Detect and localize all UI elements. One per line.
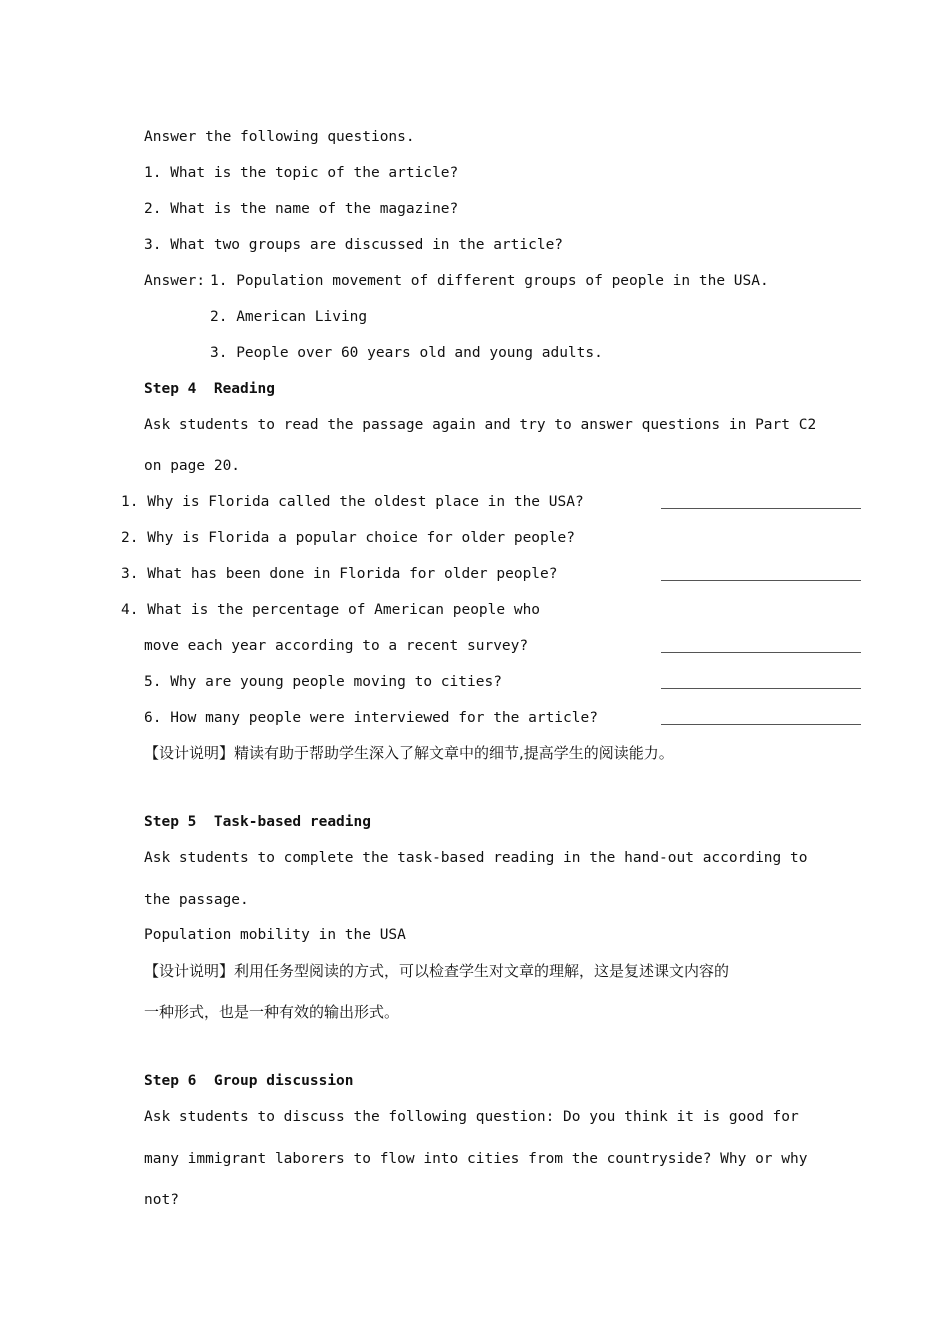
answer-3: 3. People over 60 years old and young adults. <box>210 345 603 361</box>
step6-line2: many immigrant laborers to flow into cities from the countryside? Why or why <box>144 1151 808 1167</box>
reading-question-5: 5. Why are young people moving to cities? <box>144 674 502 690</box>
reading-question-2: 2. Why is Florida a popular choice for older people? <box>121 530 575 546</box>
step5-heading: Step 5 Task-based reading <box>144 814 371 830</box>
step6-line1: Ask students to discuss the following question: Do you think it is good for <box>144 1109 799 1125</box>
step5-design-note-line1: 【设计说明】利用任务型阅读的方式，可以检查学生对文章的理解，这是复述课文内容的 <box>144 962 730 980</box>
step6-heading: Step 6 Group discussion <box>144 1073 354 1089</box>
step4-design-note: 【设计说明】精读有助于帮助学生深入了解文章中的细节,提高学生的阅读能力。 <box>144 744 674 762</box>
answer-blank-6[interactable] <box>661 724 861 725</box>
reading-question-4-cont: move each year according to a recent survey? <box>144 638 529 654</box>
step6-line3: not? <box>144 1192 179 1208</box>
step5-instruction-line2: the passage. <box>144 892 249 908</box>
reading-question-6: 6. How many people were interviewed for the article? <box>144 710 598 726</box>
answer-blank-1[interactable] <box>661 508 861 509</box>
step4-instruction-line1: Ask students to read the passage again and try to answer questions in Part C2 <box>144 417 817 433</box>
answer-blank-3[interactable] <box>661 580 861 581</box>
step5-instruction-line1: Ask students to complete the task-based reading in the hand-out according to <box>144 850 808 866</box>
question-2: 2. What is the name of the magazine? <box>144 201 459 217</box>
answer-blank-5[interactable] <box>661 688 861 689</box>
step4-heading: Step 4 Reading <box>144 381 275 397</box>
reading-question-1: 1. Why is Florida called the oldest place in the USA? <box>121 494 584 510</box>
answer-2: 2. American Living <box>210 309 368 325</box>
question-3: 3. What two groups are discussed in the article? <box>144 237 564 253</box>
answer-label: Answer: <box>144 273 214 289</box>
step4-instruction-line2: on page 20. <box>144 458 241 474</box>
step5-subtitle: Population mobility in the USA <box>144 927 406 943</box>
answer-1: 1. Population movement of different groups of people in the USA. <box>210 273 769 289</box>
reading-question-3: 3. What has been done in Florida for older people? <box>121 566 558 582</box>
question-1: 1. What is the topic of the article? <box>144 165 459 181</box>
answer-blank-4[interactable] <box>661 652 861 653</box>
instruction-text: Answer the following questions. <box>144 129 415 145</box>
step5-design-note-line2: 一种形式，也是一种有效的输出形式。 <box>144 1003 400 1021</box>
reading-question-4: 4. What is the percentage of American people who <box>121 602 541 618</box>
